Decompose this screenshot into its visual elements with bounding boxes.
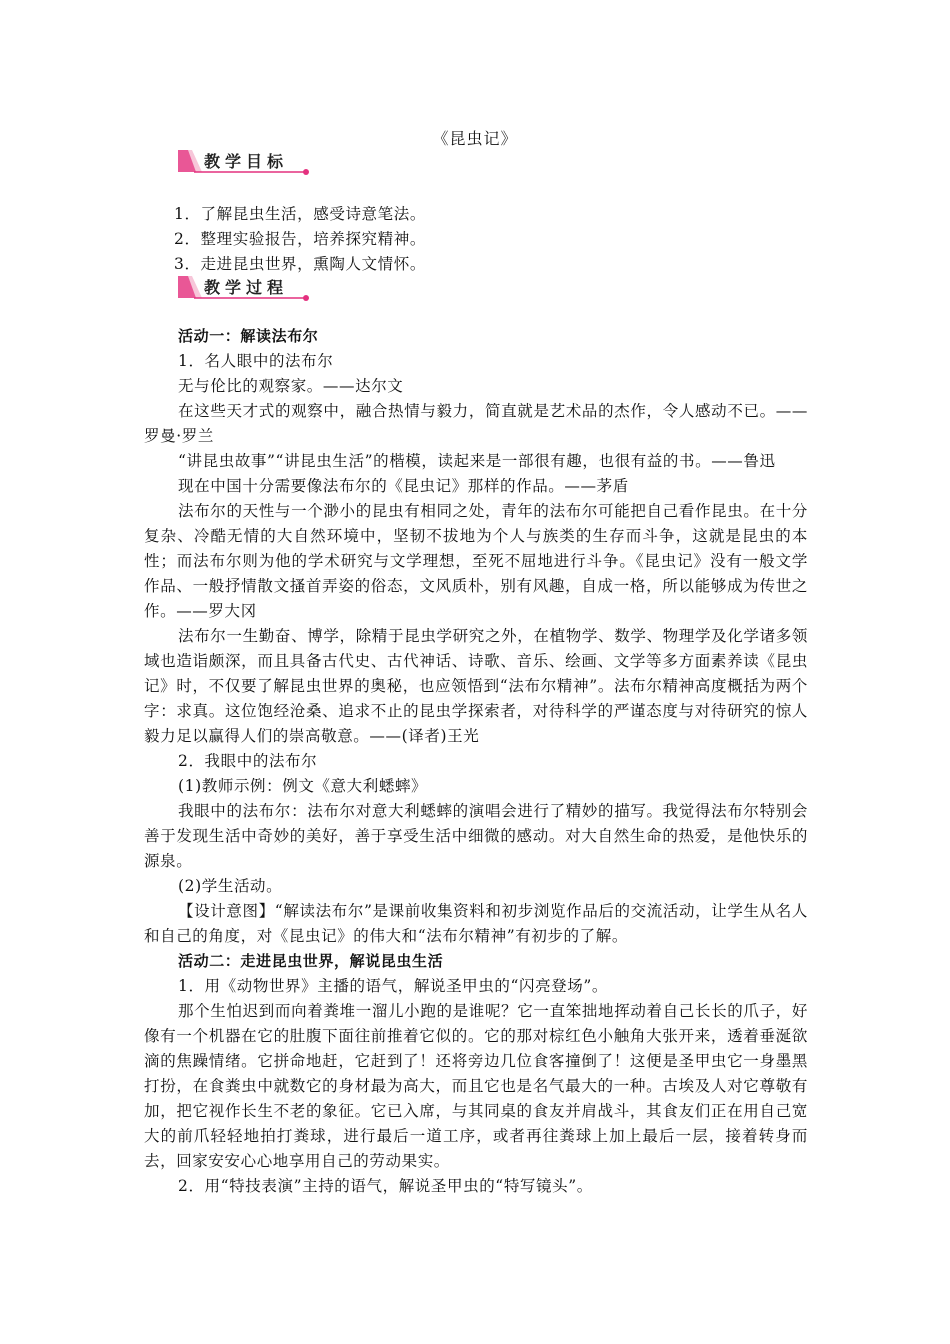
subheading: 2．用“特技表演”主持的语气，解说圣甲虫的“特写镜头”。 — [178, 1177, 593, 1195]
quote-darwin: 无与伦比的观察家。——达尔文 — [178, 377, 404, 395]
section-header-process-label: 教学过程 — [204, 278, 289, 297]
subheading: 2．我眼中的法布尔 — [178, 752, 318, 770]
narration-paragraph: 那个生怕迟到而向着粪堆一溜儿小跑的是谁呢？它一直笨拙地挥动着自己长长的爪子，好像有一个机器在它的肚腹下面往前推着它似的。它的那对棕红色小触角大张开来，透着垂涎欲滴的焦躁情绪。它拼命地赶，它赶到了！还将旁边几位食客撞倒了！这便是圣甲虫它一身墨黑打扮，在食粪虫中就数它的身材最为高大，而且它也是名气最大的一种。古埃及人对它尊敬有加，把它视作长生不老的象征。它已入席，与其同桌的食友并肩战斗，其食友们正在用自己宽大的前爪轻轻地拍打粪球，进行最后一道工序，或者再往粪球上加上最后一层，接着转身而去，回家安安心心地享用自己的劳动果实。 — [144, 1002, 808, 1170]
subheading: 1．名人眼中的法布尔 — [178, 352, 334, 370]
goal-item: 1．了解昆虫生活，感受诗意笔法。 — [174, 205, 426, 223]
example-paragraph: 我眼中的法布尔：法布尔对意大利蟋蟀的演唱会进行了精妙的描写。我觉得法布尔特别会善于发现生活中奇妙的美好，善于享受生活中细微的感动。对大自然生命的热爱，是他快乐的源泉。 — [144, 802, 808, 870]
design-intent: 【设计意图】“解读法布尔”是课前收集资料和初步浏览作品后的交流活动，让学生从名人和自己的角度，对《昆虫记》的伟大和“法布尔精神”有初步的了解。 — [144, 902, 808, 945]
goals-list — [174, 202, 838, 277]
quote-maodun: 现在中国十分需要像法布尔的《昆虫记》那样的作品。——茅盾 — [178, 477, 629, 495]
section-header-goals-label: 教学目标 — [204, 152, 289, 171]
subheading: (1)教师示例：例文《意大利蟋蟀》 — [178, 777, 428, 795]
section-header-goals — [176, 146, 316, 176]
subheading: 1．用《动物世界》主播的语气，解说圣甲虫的“闪亮登场”。 — [178, 977, 609, 995]
quote-wangguang: 法布尔一生勤奋、博学，除精于昆虫学研究之外，在植物学、数学、物理学及化学诸多领域也造诣颇深，而且具备古代史、古代神话、诗歌、音乐、绘画、文学等多方面素养读《昆虫记》时，不仅要了解昆虫世界的奥秘，也应领悟到“法布尔精神”。法布尔精神高度概括为两个字：求真。这位饱经沧桑、追求不止的昆虫学探索者，对待科学的严谨态度与对待研究的惊人毅力足以赢得人们的崇高敬意。——(译者)王光 — [144, 627, 808, 745]
activity-title: 活动一：解读法布尔 — [178, 327, 319, 345]
subheading: (2)学生活动。 — [178, 877, 283, 895]
document-title: 《昆虫记》 — [432, 129, 518, 148]
quote-rolland: 在这些天才式的观察中，融合热情与毅力，简直就是艺术品的杰作，令人感动不已。——罗曼·罗兰 — [144, 402, 808, 445]
process-body — [144, 324, 808, 1199]
quote-luodagang: 法布尔的天性与一个渺小的昆虫有相同之处，青年的法布尔可能把自己看作昆虫。在十分复杂、冷酷无情的大自然环境中，坚韧不拔地为个人与族类的生存而斗争，这就是昆虫的本性；而法布尔则为他的学术研究与文学理想，至死不屈地进行斗争。《昆虫记》没有一般文学作品、一般抒情散文搔首弄姿的俗态，文风质朴，别有风趣，自成一格，所以能够成为传世之作。——罗大冈 — [144, 502, 808, 620]
goal-item: 2．整理实验报告，培养探究精神。 — [174, 230, 426, 248]
section-header-process — [176, 272, 316, 302]
activity-title: 活动二：走进昆虫世界，解说昆虫生活 — [178, 952, 444, 970]
quote-luxun: “讲昆虫故事”“讲昆虫生活”的楷模，读起来是一部很有趣，也很有益的书。——鲁迅 — [178, 452, 776, 470]
goal-item: 3．走进昆虫世界，熏陶人文情怀。 — [174, 255, 426, 273]
